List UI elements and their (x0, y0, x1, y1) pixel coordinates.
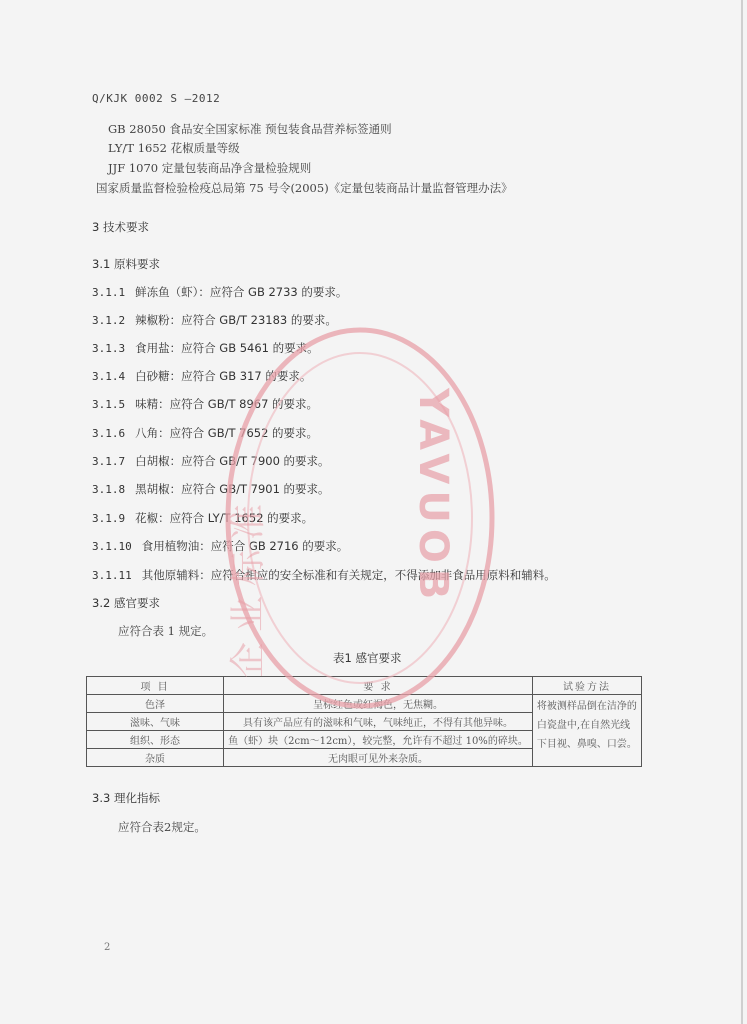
clause-number: 3.1.11 (92, 569, 132, 582)
clause-text: 白砂糖：应符合 GB 317 的要求。 (135, 369, 312, 383)
clause-3-1-1 (92, 284, 347, 300)
row-item: 色泽 (87, 695, 224, 713)
clause-number: 3.1.5 (92, 398, 126, 411)
section-3-1-heading: 3.1 原料要求 (92, 257, 160, 271)
clause-text: 八角：应符合 GB/T 7652 的要求。 (135, 426, 319, 440)
clause-3-1-11 (92, 567, 556, 583)
row-requirement: 具有该产品应有的滋味和气味，气味纯正，不得有其他异味。 (224, 713, 533, 731)
clause-number: 3.1.3 (92, 342, 126, 355)
header-method: 试验方法 (532, 677, 641, 695)
clause-number: 3.1.8 (92, 483, 126, 496)
table-1-caption: 表1 感官要求 (333, 651, 402, 665)
table-row (87, 695, 642, 713)
clause-number: 3.1.9 (92, 512, 126, 525)
clause-number: 3.1.1 (92, 286, 126, 299)
clause-text: 黑胡椒：应符合 GB/T 7901 的要求。 (135, 482, 330, 496)
clause-3-1-9 (92, 510, 313, 526)
reference-jjf1070: JJF 1070 定量包装商品净含量检验规则 (108, 161, 312, 175)
row-requirement: 无肉眼可见外来杂质。 (224, 749, 533, 767)
clause-number: 3.1.4 (92, 370, 126, 383)
clause-3-1-8 (92, 481, 330, 497)
header-item: 项 目 (87, 677, 224, 695)
clause-text: 花椒：应符合 LY/T 1652 的要求。 (135, 511, 314, 525)
row-item: 滋味、气味 (87, 713, 224, 731)
clause-number: 3.1.6 (92, 427, 126, 440)
clause-text: 味精：应符合 GB/T 8967 的要求。 (135, 397, 319, 411)
table-header-row (87, 677, 642, 695)
standard-id: Q/KJK 0002 S —2012 (92, 92, 221, 105)
row-item: 杂质 (87, 749, 224, 767)
row-requirement: 鱼（虾）块（2cm～12cm），较完整，允许有不超过 10%的碎块。 (224, 731, 533, 749)
section-3-2-heading: 3.2 感官要求 (92, 596, 160, 610)
page-number: 2 (104, 942, 111, 953)
reference-gb28050: GB 28050 食品安全国家标准 预包装食品营养标签通则 (108, 122, 392, 136)
clause-3-1-10 (92, 538, 348, 554)
clause-3-1-2 (92, 312, 337, 328)
section-3-2-text: 应符合表 1 规定。 (118, 624, 214, 638)
reference-order75: 国家质量监督检验检疫总局第 75 号令(2005)《定量包装商品计量监督管理办法》 (96, 181, 513, 195)
test-method: 将被测样品倒在洁净的白瓷盘中,在自然光线下目视、鼻嗅、口尝。 (532, 695, 641, 767)
svg-text:YAVUOB: YAVUOB (410, 388, 456, 606)
clause-text: 其他原辅料：应符合相应的安全标准和有关规定，不得添加非食品用原料和辅料。 (141, 568, 556, 582)
row-requirement: 呈棕红色或红褐色，无焦糊。 (224, 695, 533, 713)
reference-lyt1652: LY/T 1652 花椒质量等级 (108, 141, 240, 155)
clause-3-1-3 (92, 340, 319, 356)
clause-text: 鲜冻鱼（虾）：应符合 GB 2733 的要求。 (135, 285, 348, 299)
clause-text: 辣椒粉：应符合 GB/T 23183 的要求。 (135, 313, 337, 327)
section-3-3-heading: 3.3 理化指标 (92, 791, 160, 805)
clause-number: 3.1.2 (92, 314, 126, 327)
clause-number: 3.1.10 (92, 540, 132, 553)
clause-text: 食用植物油：应符合 GB 2716 的要求。 (141, 539, 349, 553)
clause-text: 食用盐：应符合 GB 5461 的要求。 (135, 341, 319, 355)
clause-text: 白胡椒：应符合 GB/T 7900 的要求。 (135, 454, 330, 468)
scan-edge (741, 0, 743, 1024)
section-3-heading: 3 技术要求 (92, 220, 149, 234)
row-item: 组织、形态 (87, 731, 224, 749)
sensory-requirements-table (86, 676, 642, 767)
section-3-3-text: 应符合表2规定。 (118, 820, 206, 834)
clause-3-1-6 (92, 425, 318, 441)
clause-3-1-5 (92, 396, 318, 412)
clause-3-1-7 (92, 453, 330, 469)
clause-number: 3.1.7 (92, 455, 126, 468)
header-requirement: 要 求 (224, 677, 533, 695)
svg-text:企业标准: 企业标准 (228, 493, 269, 678)
clause-3-1-4 (92, 368, 311, 384)
